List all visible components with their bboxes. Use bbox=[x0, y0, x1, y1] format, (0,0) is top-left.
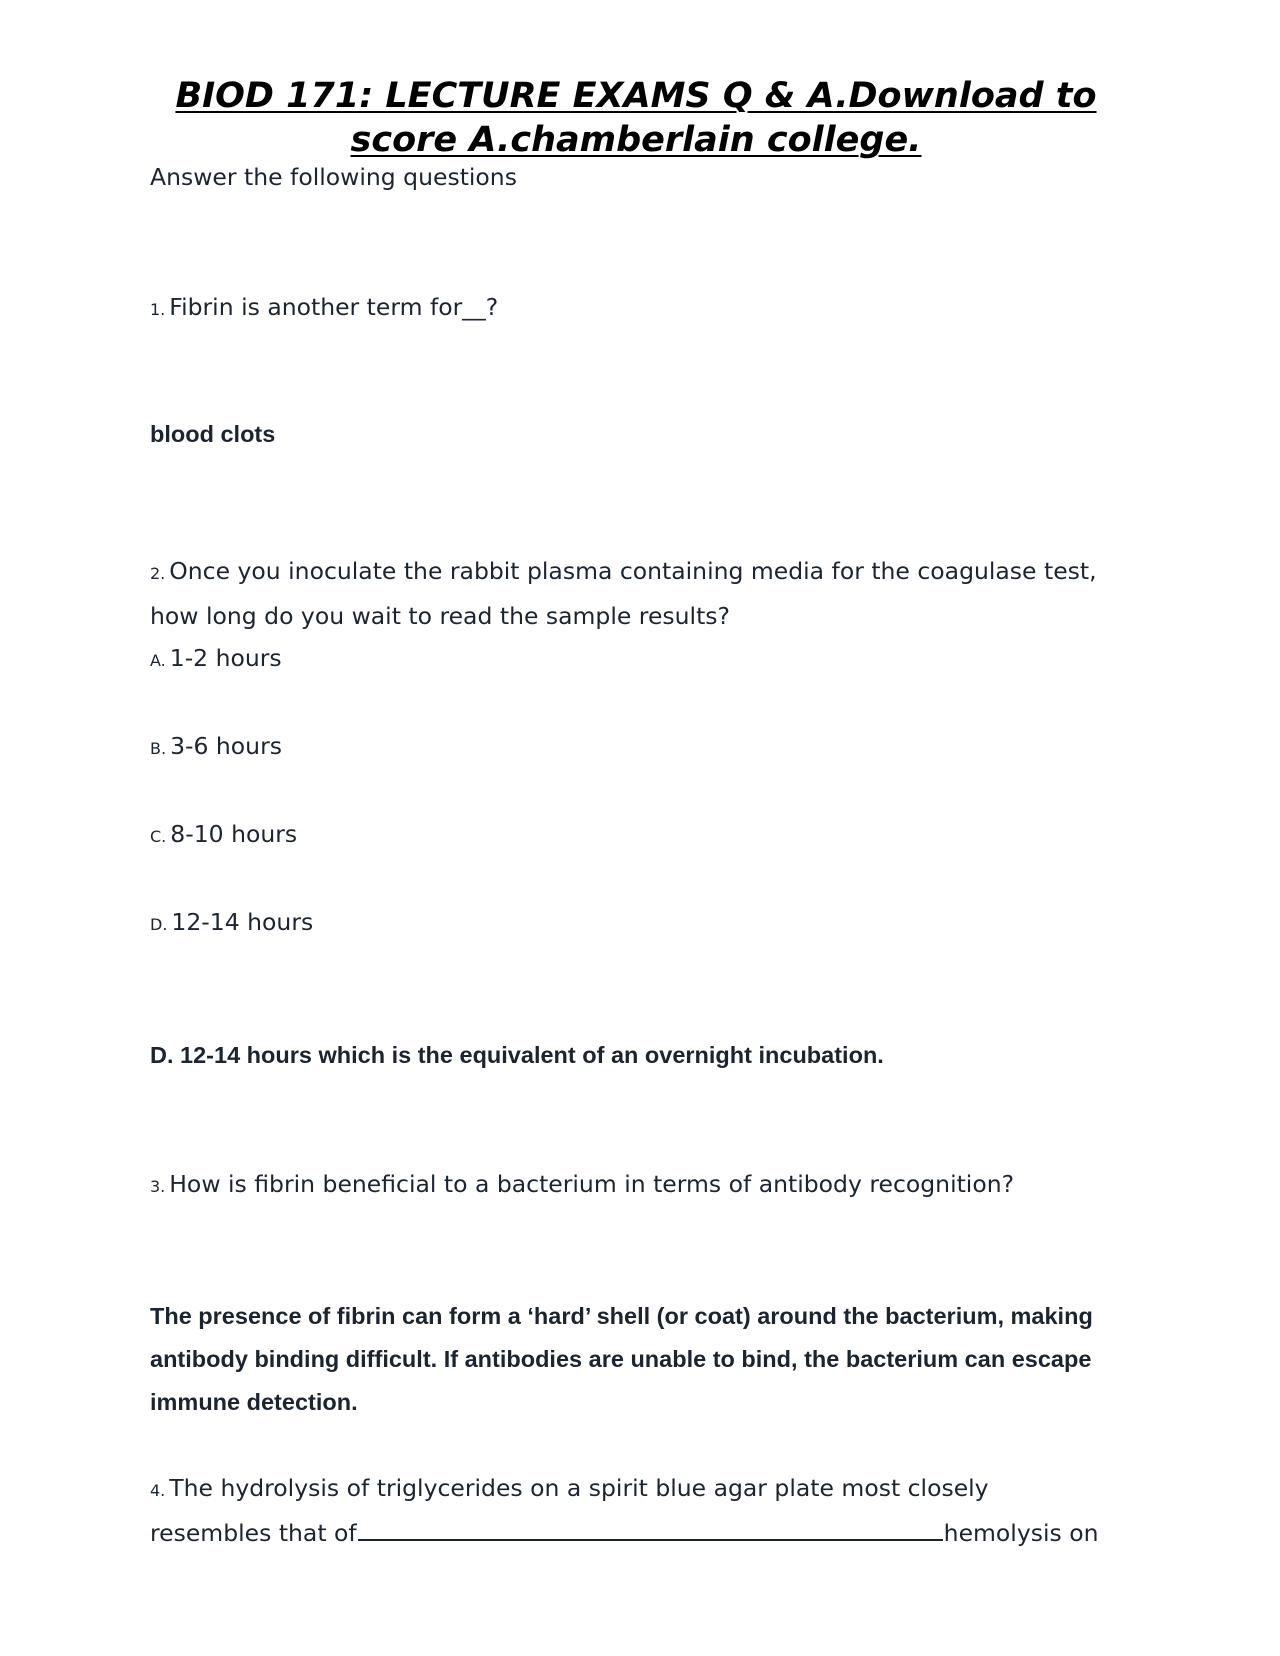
option-b bbox=[150, 731, 282, 764]
question-number: 1. bbox=[150, 300, 166, 319]
question-text: resembles that of bbox=[150, 1519, 357, 1547]
option-letter: A. bbox=[150, 651, 166, 670]
page-title: BIOD 171: LECTURE EXAMS Q & A.Download to score A.chamberlain college. bbox=[175, 76, 1097, 160]
question-text: How is fibrin beneficial to a bacterium in terms of antibody recognition? bbox=[169, 1170, 1015, 1198]
question-text: Once you inoculate the rabbit plasma containing media for the coagulase test, how long do you wait to read the sample results? bbox=[150, 557, 1097, 630]
option-c bbox=[150, 819, 297, 852]
answer-2: D. 12-14 hours which is the equivalent of an overnight incubation. bbox=[150, 1042, 884, 1068]
question-text: The hydrolysis of triglycerides on a spirit blue agar plate most closely bbox=[169, 1474, 989, 1502]
question-2 bbox=[150, 550, 1130, 638]
option-text: 8-10 hours bbox=[170, 820, 298, 848]
intro-text: Answer the following questions bbox=[150, 163, 517, 191]
answer-1: blood clots bbox=[150, 421, 276, 447]
option-text: 1-2 hours bbox=[169, 644, 282, 672]
question-1 bbox=[150, 292, 498, 325]
question-4 bbox=[150, 1473, 989, 1506]
option-a bbox=[150, 643, 282, 676]
question-number: 4. bbox=[150, 1481, 166, 1500]
question-3 bbox=[150, 1169, 1014, 1202]
fill-in-blank[interactable] bbox=[358, 1517, 943, 1541]
option-letter: B. bbox=[150, 739, 167, 758]
question-text: Fibrin is another term for__? bbox=[169, 293, 499, 321]
question-number: 2. bbox=[150, 564, 166, 583]
question-number: 3. bbox=[150, 1177, 166, 1196]
option-letter: D. bbox=[150, 915, 168, 934]
option-d bbox=[150, 907, 313, 940]
option-text: 3-6 hours bbox=[170, 732, 282, 760]
question-4-continued bbox=[150, 1517, 1099, 1548]
question-text: hemolysis on bbox=[943, 1519, 1099, 1547]
option-letter: C. bbox=[150, 827, 167, 846]
option-text: 12-14 hours bbox=[171, 908, 314, 936]
answer-3: The presence of fibrin can form a ‘hard’ shell (or coat) around the bacterium, making antibody binding difficult. If antibodies are unable to bind, the bacterium can escape immune detection. bbox=[150, 1303, 1093, 1415]
